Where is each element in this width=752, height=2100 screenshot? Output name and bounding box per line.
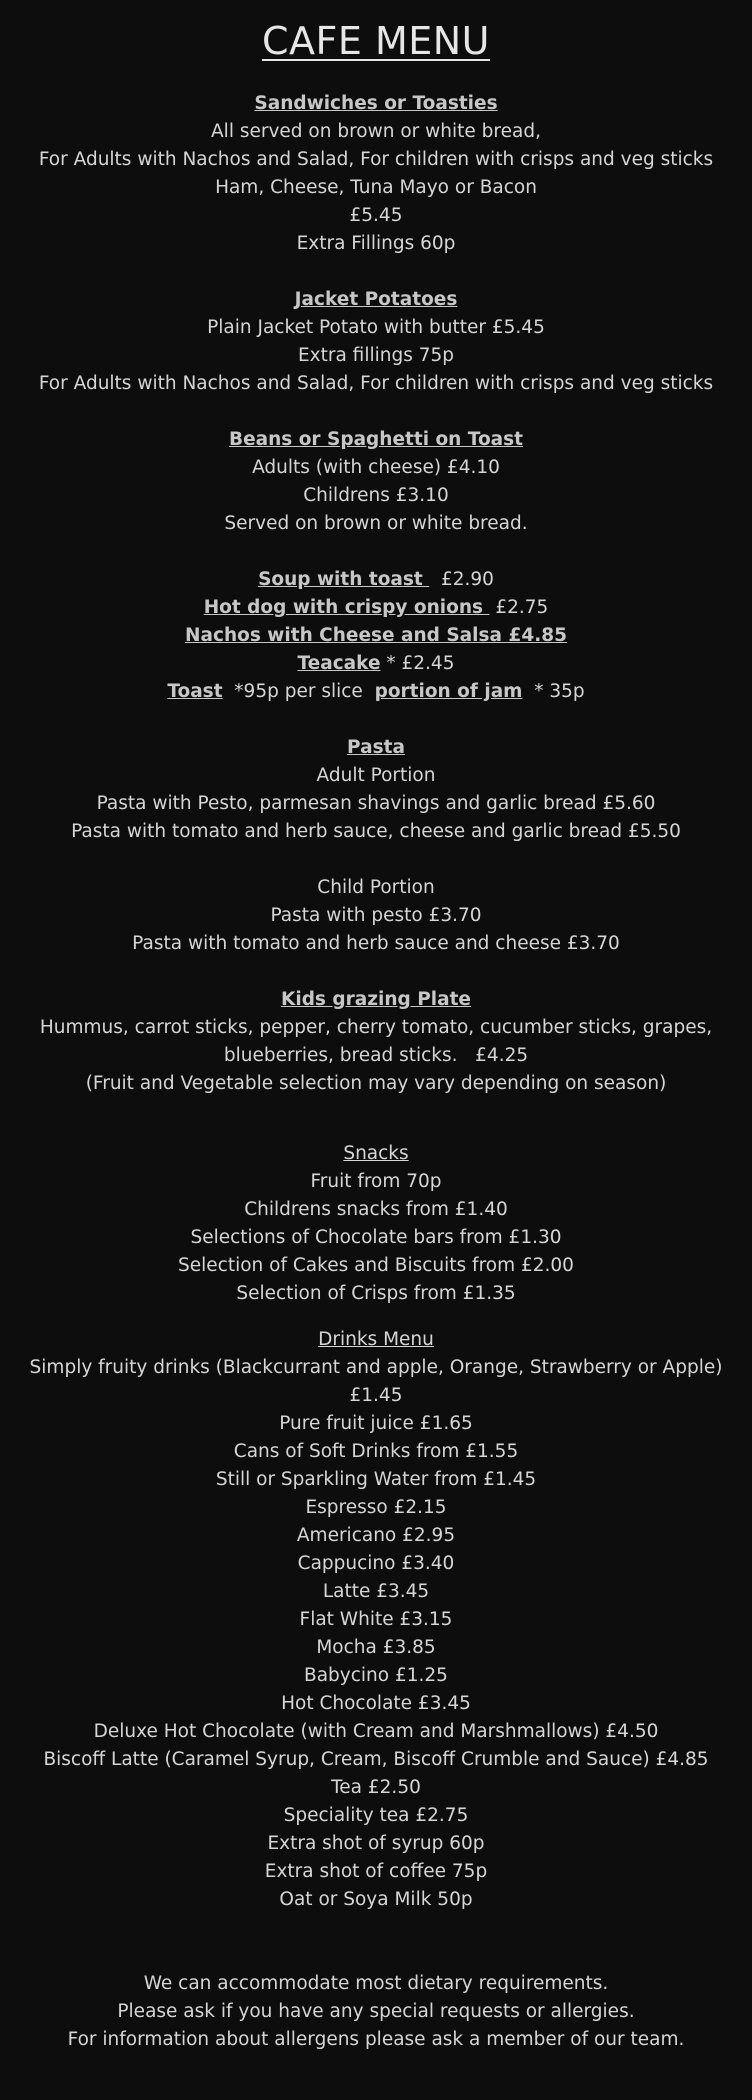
- spacer: [0, 846, 752, 874]
- menu-line: Oat or Soya Milk 50p: [279, 1889, 473, 1910]
- section-beans-on-toast: [0, 426, 752, 538]
- section-jacket-potatoes: [0, 286, 752, 398]
- menu-line: Still or Sparkling Water from £1.45: [215, 1469, 537, 1490]
- item-heading: Teacake: [297, 653, 381, 674]
- section-heading: Pasta: [347, 737, 405, 758]
- soup-item: [0, 566, 752, 594]
- item-heading: portion of jam: [374, 681, 523, 702]
- nachos-item: Nachos with Cheese and Salsa £4.85: [185, 625, 567, 646]
- menu-line: Deluxe Hot Chocolate (with Cream and Marshmallows) £4.50: [93, 1721, 659, 1742]
- item-heading: Soup with toast: [258, 569, 430, 590]
- menu-line: Served on brown or white bread.: [224, 513, 528, 534]
- section-heading: Kids grazing Plate: [281, 989, 471, 1010]
- item-price: * £2.45: [380, 653, 455, 674]
- section-snacks: [0, 1140, 752, 1308]
- section-heading: Snacks: [343, 1143, 409, 1164]
- section-sandwiches: [0, 90, 752, 258]
- menu-line: Babycino £1.25: [304, 1665, 448, 1686]
- menu-line: Extra Fillings 60p: [296, 233, 456, 254]
- spacer: [0, 1098, 752, 1140]
- menu-line: Selections of Chocolate bars from £1.30: [190, 1227, 562, 1248]
- menu-line: For Adults with Nachos and Salad, For children with crisps and veg sticks: [38, 149, 714, 170]
- spacer: [0, 258, 752, 286]
- menu-line: Latte £3.45: [322, 1581, 430, 1602]
- menu-line: Pasta with tomato and herb sauce, cheese and garlic bread £5.50: [71, 821, 681, 842]
- menu-line: Extra shot of coffee 75p: [264, 1861, 488, 1882]
- menu-line: Adults (with cheese) £4.10: [252, 457, 500, 478]
- menu-line: Mocha £3.85: [316, 1637, 436, 1658]
- menu-line: Extra shot of syrup 60p: [267, 1833, 485, 1854]
- section-single-items: [0, 566, 752, 706]
- item-price: * 35p: [522, 681, 585, 702]
- menu-line: Selection of Crisps from £1.35: [236, 1283, 516, 1304]
- item-heading: Toast: [167, 681, 223, 702]
- item-price: £2.75: [489, 597, 549, 618]
- menu-line: Pasta with Pesto, parmesan shavings and garlic bread £5.60: [96, 793, 656, 814]
- spacer: [0, 706, 752, 734]
- item-heading: Hot dog with crispy onions: [203, 597, 490, 618]
- menu-line: Speciality tea £2.75: [283, 1805, 469, 1826]
- menu-line: Selection of Cakes and Biscuits from £2.00: [178, 1255, 574, 1276]
- teacake-item: [0, 650, 752, 678]
- menu-line: £5.45: [349, 205, 403, 226]
- menu-line: For Adults with Nachos and Salad, For children with crisps and veg sticks: [38, 373, 714, 394]
- footer-line: We can accommodate most dietary requirements.: [143, 1973, 609, 1994]
- menu-line: Hot Chocolate £3.45: [281, 1693, 471, 1714]
- menu-line: Cappucino £3.40: [297, 1553, 455, 1574]
- menu-line: Fruit from 70p: [310, 1171, 442, 1192]
- section-heading: Beans or Spaghetti on Toast: [228, 429, 524, 450]
- section-dietary-footer: [0, 1970, 752, 2054]
- menu-line: Tea £2.50: [331, 1777, 421, 1798]
- menu-line: Pasta with pesto £3.70: [270, 905, 482, 926]
- section-heading: Sandwiches or Toasties: [254, 93, 498, 114]
- item-price: *95p per slice: [222, 681, 375, 702]
- footer-line: Please ask if you have any special requests or allergies.: [117, 2001, 635, 2022]
- menu-line: Childrens snacks from £1.40: [244, 1199, 508, 1220]
- spacer: [0, 538, 752, 566]
- section-drinks: [0, 1326, 752, 1914]
- portion-label: Adult Portion: [316, 765, 436, 786]
- section-heading: Jacket Potatoes: [294, 289, 458, 310]
- item-price: £2.90: [429, 569, 494, 590]
- menu-line: Pure fruit juice £1.65: [279, 1413, 473, 1434]
- menu-line: Hummus, carrot sticks, pepper, cherry tomato, cucumber sticks, grapes, blueberries, bread sticks. £4.25: [39, 1017, 719, 1066]
- portion-label: Child Portion: [317, 877, 435, 898]
- menu-line: Biscoff Latte (Caramel Syrup, Cream, Biscoff Crumble and Sauce) £4.85: [43, 1749, 709, 1770]
- menu-line: Flat White £3.15: [299, 1609, 453, 1630]
- spacer: [0, 1308, 752, 1326]
- section-pasta: [0, 734, 752, 958]
- menu-line: Extra fillings 75p: [297, 345, 455, 366]
- menu-line: Espresso £2.15: [305, 1497, 447, 1518]
- page-title: CAFE MENU: [261, 19, 490, 63]
- menu-line: Americano £2.95: [296, 1525, 456, 1546]
- hotdog-item: [0, 594, 752, 622]
- footer-line: For information about allergens please ask a member of our team.: [67, 2029, 685, 2050]
- menu-line: Cans of Soft Drinks from £1.55: [233, 1441, 519, 1462]
- menu-line: All served on brown or white bread,: [211, 121, 541, 142]
- section-heading: Drinks Menu: [318, 1329, 434, 1350]
- section-kids-grazing-plate: [0, 986, 752, 1098]
- menu-line: Pasta with tomato and herb sauce and cheese £3.70: [132, 933, 620, 954]
- menu-line: Childrens £3.10: [303, 485, 449, 506]
- menu-line: Ham, Cheese, Tuna Mayo or Bacon: [215, 177, 537, 198]
- spacer: [0, 958, 752, 986]
- menu-line: Plain Jacket Potato with butter £5.45: [207, 317, 545, 338]
- menu-note: (Fruit and Vegetable selection may vary depending on season): [85, 1073, 667, 1094]
- spacer: [0, 68, 752, 90]
- toast-item: [0, 678, 752, 706]
- menu-line: Simply fruity drinks (Blackcurrant and apple, Orange, Strawberry or Apple): [29, 1357, 723, 1378]
- spacer: [0, 1914, 752, 1970]
- menu-line: £1.45: [349, 1385, 403, 1406]
- spacer: [0, 398, 752, 426]
